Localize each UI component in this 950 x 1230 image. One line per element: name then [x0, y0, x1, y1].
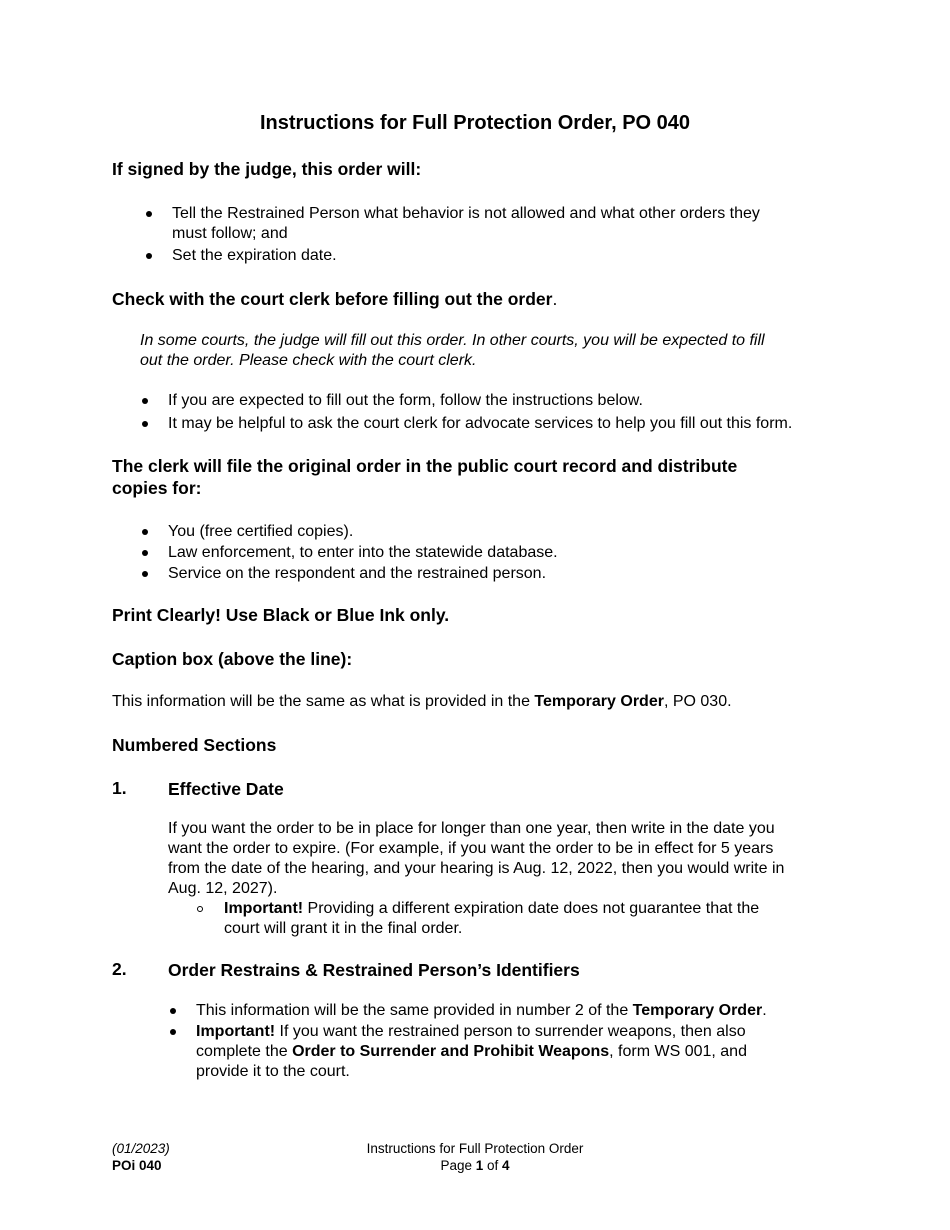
effective-date-paragraph: If you want the order to be in place for longer than one year, then write in the date you want the order to expire. (For example, if you want the order to be in effect for 5 years from the date of the hearing, and your hearing is Aug. 12, 2022, then you would write in Aug. 12, 2027). — [168, 820, 785, 897]
list-item: Law enforcement, to enter into the statewide database. — [168, 543, 828, 563]
footer-form-code: POi 040 — [112, 1158, 162, 1173]
footer-date: (01/2023) — [112, 1141, 170, 1156]
list-item: It may be helpful to ask the court clerk for advocate services to help you fill out this form. — [168, 414, 868, 434]
section-heading-print-clearly: Print Clearly! Use Black or Blue Ink only. — [112, 605, 450, 625]
bullet-list-clerk — [168, 391, 868, 434]
bullet-icon — [142, 571, 148, 577]
list-item: Tell the Restrained Person what behavior is not allowed and what other orders they must follow; and — [172, 204, 832, 244]
page-title: Instructions for Full Protection Order, PO 040 — [259, 112, 691, 134]
bullet-icon — [142, 421, 148, 427]
bullet-icon — [170, 1008, 176, 1014]
bullet-list-copies — [168, 522, 828, 584]
list-item: Service on the respondent and the restrained person. — [168, 564, 828, 584]
bullet-icon — [142, 550, 148, 556]
list-item: You (free certified copies). — [168, 522, 828, 542]
list-item: Set the expiration date. — [172, 246, 832, 266]
footer-center — [300, 1140, 650, 1174]
bullet-icon — [142, 398, 148, 404]
italic-note: In some courts, the judge will fill out this order. In other courts, you will be expected to fill out the order. Please check with the court clerk. — [140, 332, 765, 369]
list-item: If you are expected to fill out the form, follow the instructions below. — [168, 391, 868, 411]
section-heading-check-clerk: Check with the court clerk before filling out the order. — [112, 289, 558, 309]
section-heading-if-signed: If signed by the judge, this order will: — [112, 159, 422, 179]
section-number-1: 1. — [112, 778, 127, 798]
list-item: Important! If you want the restrained person to surrender weapons, then also complete the Order to Surrender and Prohibit Weapons, form WS 001, and provide it to the court. — [196, 1022, 846, 1082]
bullet-icon — [146, 211, 152, 217]
section-heading-clerk-file: The clerk will file the original order in the public court record and distribute copies for: — [112, 456, 738, 498]
bullet-list-identifiers — [196, 1001, 846, 1082]
effective-date-subitem: Important! Providing a different expiration date does not guarantee that the court will grant it in the final order. — [224, 899, 844, 939]
footer-page-number: Page 1 of 4 — [440, 1158, 510, 1173]
bullet-icon — [142, 529, 148, 535]
caption-box-text: This information will be the same as what is provided in the Temporary Order, PO 030. — [112, 693, 732, 710]
bullet-icon — [146, 253, 152, 259]
bullet-list-order-will — [172, 204, 832, 266]
section-heading-effective-date: Effective Date — [168, 779, 284, 799]
footer-title: Instructions for Full Protection Order — [366, 1141, 584, 1156]
section-heading-caption-box: Caption box (above the line): — [112, 649, 353, 669]
section-heading-identifiers: Order Restrains & Restrained Person’s Identifiers — [168, 960, 580, 980]
list-item: This information will be the same provided in number 2 of the Temporary Order. — [196, 1001, 846, 1021]
section-heading-numbered: Numbered Sections — [112, 735, 277, 755]
footer-left — [112, 1140, 170, 1174]
hollow-bullet-icon — [197, 906, 203, 912]
section-number-2: 2. — [112, 959, 127, 979]
bullet-icon — [170, 1029, 176, 1035]
